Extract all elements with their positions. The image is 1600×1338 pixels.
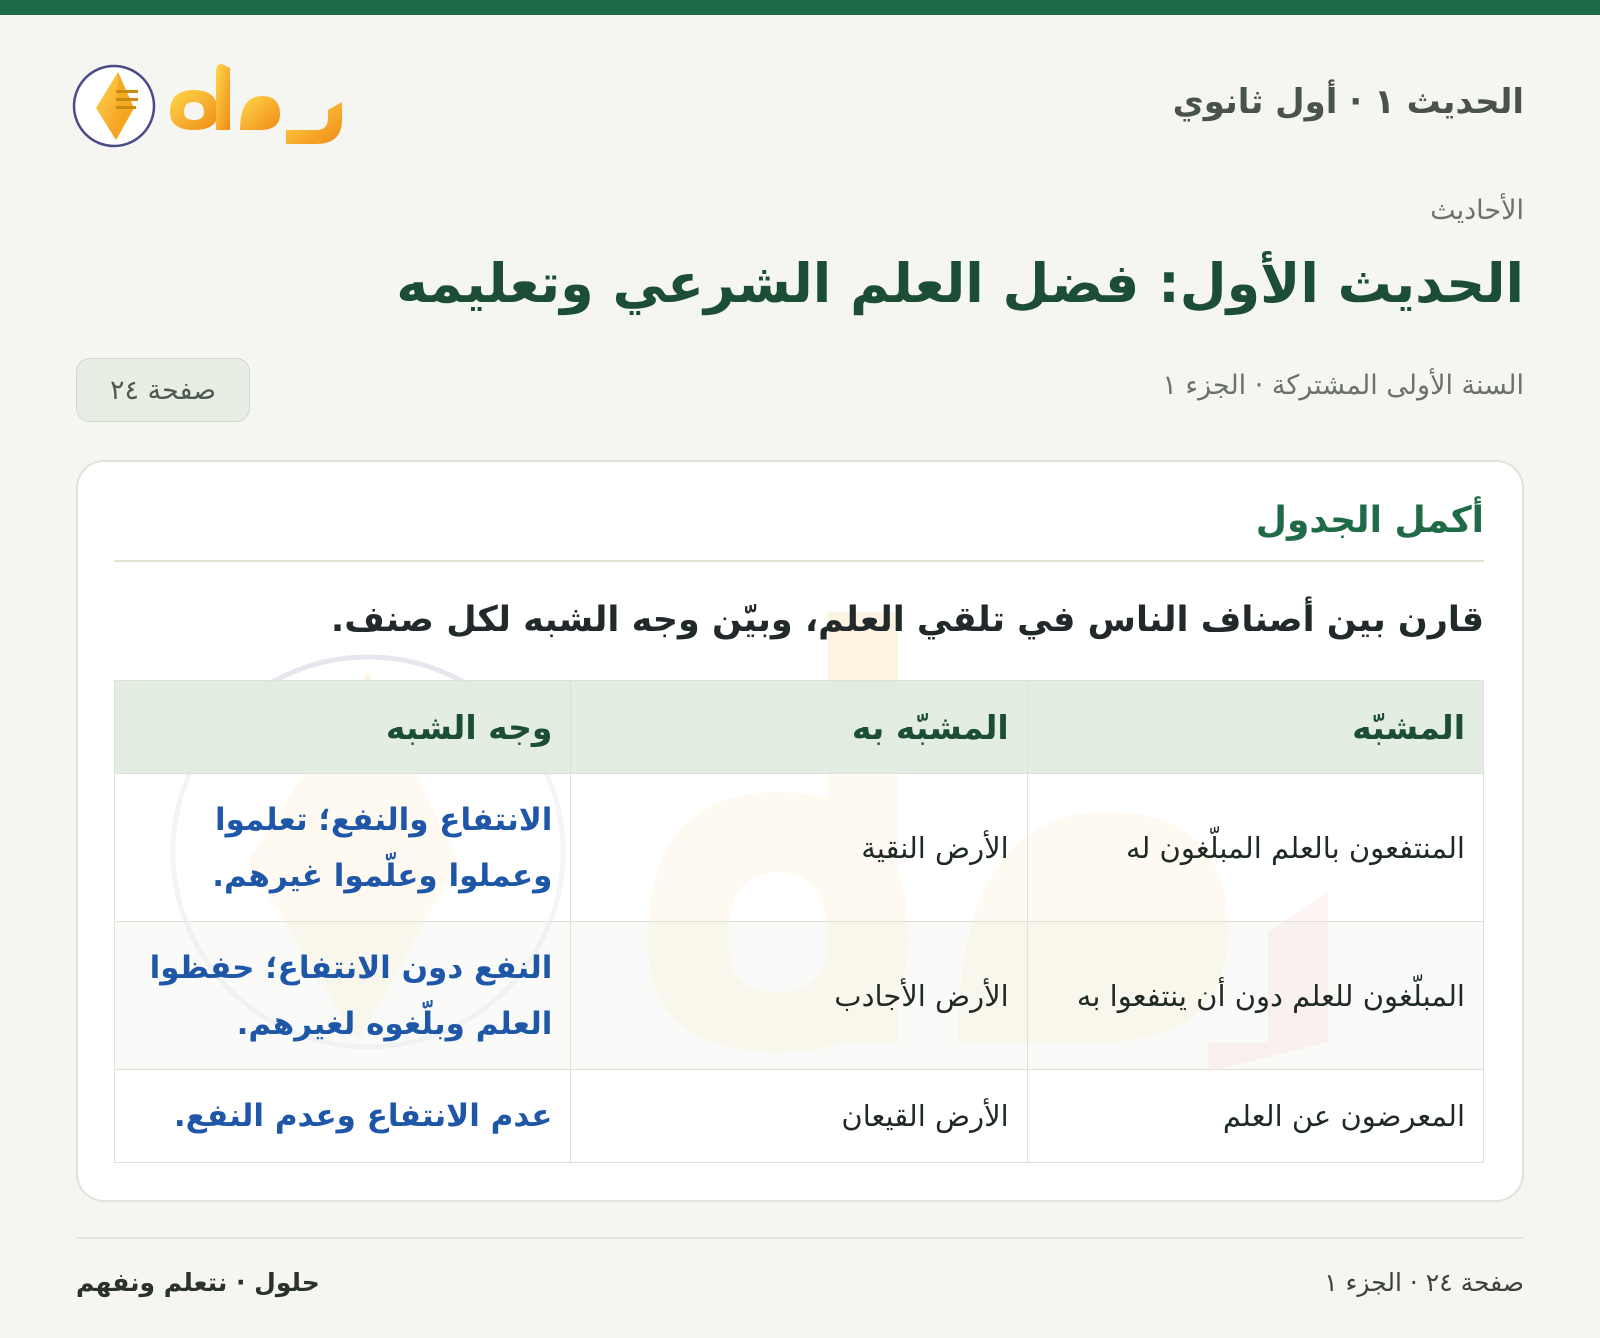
table-row xyxy=(115,774,1484,922)
breadcrumb-category[interactable]: الأحاديث xyxy=(1430,195,1524,226)
cell-likened-to: الأرض النقية xyxy=(571,774,1027,922)
card-heading: أكمل الجدول xyxy=(1255,500,1484,541)
footer-divider xyxy=(76,1237,1524,1239)
cell-similarity-answer: النفع دون الانتفاع؛ حفظوا العلم وبلّغوه لغيرهم. xyxy=(115,922,571,1070)
exercise-card xyxy=(76,460,1524,1202)
cell-similarity-answer: الانتفاع والنفع؛ تعلموا وعملوا وعلّموا غيرهم. xyxy=(115,774,571,922)
table-row xyxy=(115,922,1484,1070)
column-header-similarity: وجه الشبه xyxy=(115,681,571,774)
footer-page-info: صفحة ٢٤ · الجزء ١ xyxy=(1324,1268,1524,1297)
comparison-table xyxy=(114,680,1484,1163)
table-row xyxy=(115,1070,1484,1163)
header-title: الحديث ١ · أول ثانوي xyxy=(1172,82,1524,122)
page-number-badge: صفحة ٢٤ xyxy=(76,358,250,422)
column-header-likened-to: المشبّه به xyxy=(571,681,1027,774)
card-divider xyxy=(114,560,1484,562)
cell-subject: المنتفعون بالعلم المبلّغون له xyxy=(1027,774,1483,922)
cell-subject: المبلّغون للعلم دون أن ينتفعوا به xyxy=(1027,922,1483,1070)
footer-brand[interactable]: حلول · نتعلم ونفهم xyxy=(76,1268,320,1297)
cell-likened-to: الأرض القيعان xyxy=(571,1070,1027,1163)
page-title: الحديث الأول: فضل العلم الشرعي وتعليمه xyxy=(396,252,1524,315)
cell-subject: المعرضون عن العلم xyxy=(1027,1070,1483,1163)
exercise-prompt: قارن بين أصناف الناس في تلقي العلم، وبيّن وجه الشبه لكل صنف. xyxy=(330,600,1484,640)
cell-similarity-answer: عدم الانتفاع وعدم النفع. xyxy=(115,1070,571,1163)
hulul-logo[interactable] xyxy=(72,50,342,160)
table-header-row xyxy=(115,681,1484,774)
top-accent-bar xyxy=(0,0,1600,15)
cell-likened-to: الأرض الأجادب xyxy=(571,922,1027,1070)
meta-line: السنة الأولى المشتركة · الجزء ١ xyxy=(1162,370,1524,401)
column-header-subject: المشبّه xyxy=(1027,681,1483,774)
